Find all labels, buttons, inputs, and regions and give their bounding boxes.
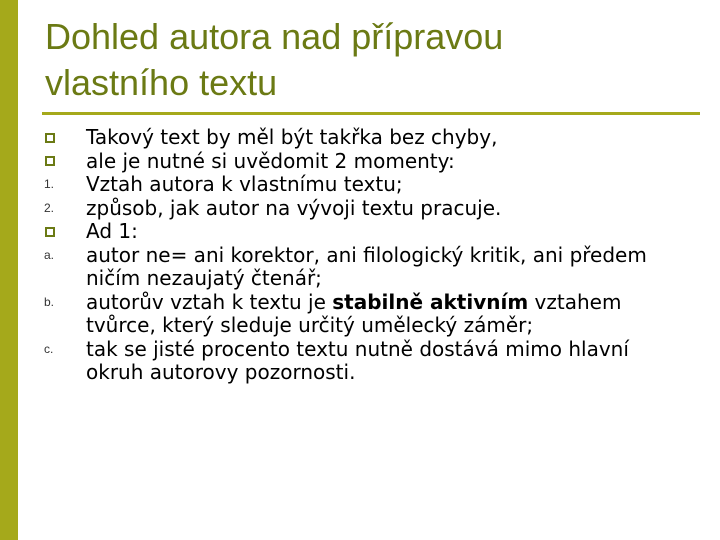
list-number: 1. (44, 177, 55, 191)
list-item-text: tak se jisté procento textu nutně dostává mimo hlavní okruh autorovy pozornosti. (86, 336, 629, 384)
title-line-1: Dohled autora nad přípravou (45, 16, 504, 57)
list-number: 2. (44, 200, 55, 215)
emphasized-text: stabilně aktivním (332, 289, 529, 314)
list-item (44, 291, 684, 338)
slide-title (45, 14, 685, 106)
bullet-marker (44, 126, 86, 150)
list-item (44, 150, 684, 174)
bullet-marker (44, 150, 86, 174)
list-item-text: Takový text by měl být takřka bez chyby, (86, 125, 498, 149)
title-underline (42, 112, 700, 115)
list-item-text: Ad 1: (86, 219, 138, 243)
list-item-text: Vztah autora k vlastnímu textu; (86, 172, 403, 196)
square-bullet-icon (45, 227, 55, 237)
title-line-2: vlastního textu (45, 62, 278, 103)
square-bullet-icon (45, 156, 55, 166)
text-before: autorův vztah k textu je (86, 289, 333, 314)
bullet-list (44, 126, 684, 385)
list-item (44, 197, 684, 221)
list-item-text: způsob, jak autor na vývoji textu pracuje. (86, 195, 502, 220)
list-item (44, 126, 684, 150)
list-item-text: ale je nutné si uvědomit 2 momenty: (86, 148, 455, 173)
list-item-text (86, 291, 684, 338)
list-item (44, 338, 684, 385)
list-item-text: autor ne= ani korektor, ani filologický kritik, ani předem ničím nezaujatý čtenář; (86, 242, 647, 290)
list-letter: c. (44, 341, 54, 356)
bullet-marker (44, 220, 86, 244)
list-item (44, 244, 684, 291)
text-after: vztahem tvůrce, který sleduje určitý umělecký záměr; (86, 289, 622, 337)
list-item (44, 220, 684, 244)
list-letter: b. (44, 294, 55, 309)
list-item (44, 173, 684, 197)
square-bullet-icon (45, 133, 55, 143)
list-letter: a. (44, 247, 55, 262)
left-accent-bar (0, 0, 18, 540)
